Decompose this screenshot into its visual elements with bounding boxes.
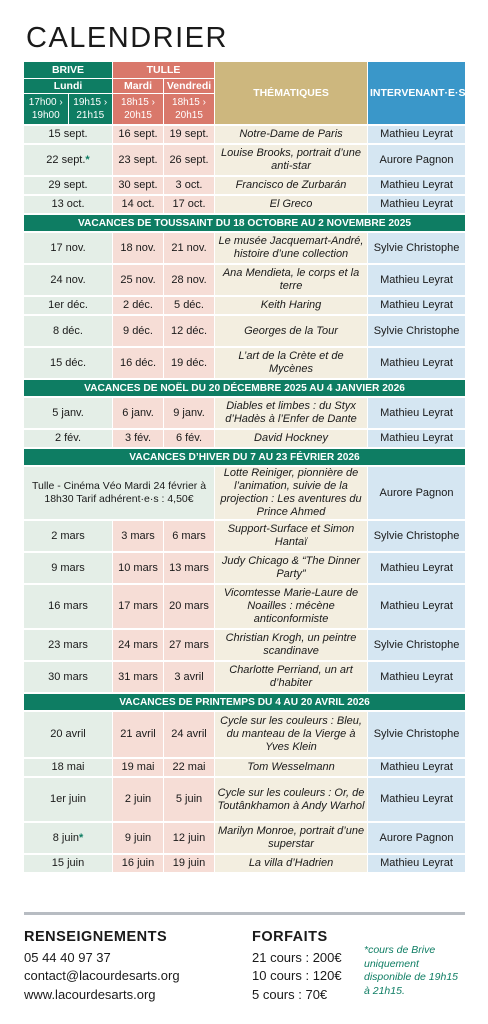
brive-date-cell (24, 175, 112, 194)
theme-cell: Cycle sur les couleurs : Or, de Toutânkhamon à Andy Warhol (214, 776, 367, 821)
mardi-date-cell: 25 nov. (112, 263, 163, 295)
mardi-date-cell: 24 mars (112, 628, 163, 660)
intervenant-cell: Mathieu Leyrat (367, 295, 465, 314)
mardi-date-cell: 31 mars (112, 660, 163, 692)
forfaits-heading: FORFAITS (252, 929, 328, 945)
page-title: CALENDRIER (26, 22, 228, 54)
vendredi-date-cell: 9 janv. (163, 396, 214, 428)
mardi-date-cell: 2 déc. (112, 295, 163, 314)
vacation-row (24, 213, 465, 231)
brive-date-cell (24, 314, 112, 346)
header-mardi: Mardi (112, 79, 163, 94)
brive-date-cell (24, 263, 112, 295)
brive-date-cell (24, 776, 112, 821)
brive-date: 9 mars (51, 561, 85, 574)
theme-cell: Keith Haring (214, 295, 367, 314)
footnote-star: * (79, 831, 84, 844)
brive-date: 15 juin (51, 857, 85, 869)
vendredi-date-cell: 20 mars (163, 583, 214, 628)
intervenant-cell: Mathieu Leyrat (367, 757, 465, 776)
header-brive-time-1: 17h00 › 19h00 (28, 97, 63, 121)
brive-date: 23 mars (48, 638, 88, 651)
vacation-row (24, 692, 465, 710)
phone-number: 05 44 40 97 37 (24, 949, 111, 965)
forfait-item: 10 cours : 120€ (252, 968, 342, 983)
forfaits-block (252, 928, 342, 1004)
intervenant-cell: Mathieu Leyrat (367, 776, 465, 821)
header-brive-times (24, 94, 112, 124)
brive-date-cell (24, 821, 112, 853)
vendredi-date-cell: 22 mai (163, 757, 214, 776)
theme-cell: Marilyn Monroe, portrait d’une superstar (214, 821, 367, 853)
table-row (24, 314, 465, 346)
header-vendredi-time: 18h15 › 20h15 (163, 94, 214, 124)
footnote-star: * (85, 153, 90, 166)
table-row (24, 628, 465, 660)
vacation-row (24, 447, 465, 465)
intervenant-cell: Sylvie Christophe (367, 628, 465, 660)
vendredi-date-cell: 13 mars (163, 551, 214, 583)
vacation-banner: VACANCES D’HIVER DU 7 AU 23 FÉVRIER 2026 (24, 447, 465, 465)
brive-date-cell (24, 519, 112, 551)
mardi-date-cell: 16 déc. (112, 346, 163, 378)
table-row (24, 660, 465, 692)
header-vendredi: Vendredi (163, 79, 214, 94)
table-row (24, 757, 465, 776)
vendredi-date-cell: 19 déc. (163, 346, 214, 378)
brive-date: 2 mars (51, 529, 85, 542)
theme-cell: Le musée Jacquemart-André, histoire d’une collection (214, 231, 367, 263)
website-link[interactable]: www.lacourdesarts.org (24, 986, 156, 1002)
forfait-item: 21 cours : 200€ (252, 949, 342, 965)
mardi-date-cell: 19 mai (112, 757, 163, 776)
vendredi-date-cell: 6 fév. (163, 428, 214, 447)
brive-date: 29 sept. (48, 179, 88, 191)
vendredi-date-cell: 12 déc. (163, 314, 214, 346)
brive-date: 13 oct. (51, 198, 85, 210)
table-row (24, 428, 465, 447)
theme-cell: Tom Wesselmann (214, 757, 367, 776)
brive-date-cell (24, 231, 112, 263)
vendredi-date-cell: 6 mars (163, 519, 214, 551)
brive-date: 15 sept. (48, 128, 88, 140)
brive-date: 1er juin (49, 793, 87, 805)
vacation-banner: VACANCES DE TOUSSAINT DU 18 OCTOBRE AU 2 NOVEMBRE 2025 (24, 213, 465, 231)
intervenant-cell: Mathieu Leyrat (367, 551, 465, 583)
table-row (24, 175, 465, 194)
header-lundi: Lundi (24, 79, 112, 94)
table-row (24, 231, 465, 263)
table-row (24, 396, 465, 428)
brive-date: 24 nov. (50, 273, 86, 286)
brive-date: 5 janv. (52, 406, 84, 419)
brive-date-cell (24, 346, 112, 378)
table-row (24, 194, 465, 213)
brive-date-cell (24, 428, 112, 447)
table-row (24, 551, 465, 583)
brive-date: 22 sept. (46, 153, 86, 166)
intervenant-cell: Mathieu Leyrat (367, 853, 465, 872)
brive-date-cell (24, 143, 112, 175)
email-link[interactable]: contact@lacourdesarts.org (24, 968, 180, 983)
table-row (24, 853, 465, 872)
intervenant-cell: Mathieu Leyrat (367, 263, 465, 295)
brive-date: 1er déc. (48, 299, 88, 311)
calendar-table (24, 62, 465, 872)
divider (24, 912, 465, 915)
vendredi-date-cell: 3 oct. (163, 175, 214, 194)
vacation-banner: VACANCES DE NOËL DU 20 DÉCEMBRE 2025 AU 4 JANVIER 2026 (24, 378, 465, 396)
theme-cell: Notre-Dame de Paris (214, 124, 367, 143)
mardi-date-cell: 6 janv. (112, 396, 163, 428)
mardi-date-cell: 16 sept. (112, 124, 163, 143)
table-row (24, 519, 465, 551)
vacation-banner: VACANCES DE PRINTEMPS DU 4 AU 20 AVRIL 2026 (24, 692, 465, 710)
theme-cell: Judy Chicago & “The Dinner Party” (214, 551, 367, 583)
forfait-item: 5 cours : 70€ (252, 986, 328, 1002)
table-row (24, 346, 465, 378)
intervenant-cell: Sylvie Christophe (367, 519, 465, 551)
intervenant-cell: Mathieu Leyrat (367, 583, 465, 628)
mardi-date-cell: 23 sept. (112, 143, 163, 175)
vendredi-date-cell: 21 nov. (163, 231, 214, 263)
brive-date-cell (24, 124, 112, 143)
mardi-date-cell: 17 mars (112, 583, 163, 628)
table-row (24, 776, 465, 821)
brive-date: 2 fév. (54, 432, 82, 444)
brive-date: 15 déc. (49, 356, 87, 369)
vacation-row (24, 378, 465, 396)
mardi-date-cell: 21 avril (112, 710, 163, 757)
table-row (24, 143, 465, 175)
vendredi-date-cell: 28 nov. (163, 263, 214, 295)
theme-cell: Cycle sur les couleurs : Bleu, du manteau de la Vierge à Yves Klein (214, 710, 367, 757)
brive-date: 17 nov. (50, 241, 86, 254)
theme-cell: Charlotte Perriand, un art d’habiter (214, 660, 367, 692)
intervenant-cell: Mathieu Leyrat (367, 124, 465, 143)
brive-date-cell (24, 396, 112, 428)
vendredi-date-cell: 26 sept. (163, 143, 214, 175)
header-thematiques: THÉMATIQUES (214, 62, 367, 124)
brive-date: 30 mars (48, 670, 88, 683)
table-row (24, 583, 465, 628)
brive-date-cell (24, 757, 112, 776)
vendredi-date-cell: 19 sept. (163, 124, 214, 143)
mardi-date-cell: 3 mars (112, 519, 163, 551)
special-event-cell: Tulle - Cinéma Véo Mardi 24 février à 18h30 Tarif adhérent·e·s : 4,50€ (24, 465, 214, 519)
vendredi-date-cell: 19 juin (163, 853, 214, 872)
header-intervenants: INTERVENANT·E·S (367, 62, 465, 124)
brive-date: 20 avril (50, 728, 86, 740)
header-brive-time-2: 19h15 › 21h15 (68, 94, 113, 124)
mardi-date-cell: 18 nov. (112, 231, 163, 263)
intervenant-cell: Mathieu Leyrat (367, 194, 465, 213)
mardi-date-cell: 14 oct. (112, 194, 163, 213)
theme-cell: David Hockney (214, 428, 367, 447)
brive-date: 18 mai (51, 761, 85, 773)
header-mardi-time: 18h15 › 20h15 (112, 94, 163, 124)
header-brive: BRIVE (24, 62, 112, 79)
renseignements-heading: RENSEIGNEMENTS (24, 929, 168, 945)
mardi-date-cell: 30 sept. (112, 175, 163, 194)
intervenant-cell: Aurore Pagnon (367, 465, 465, 519)
vendredi-date-cell: 27 mars (163, 628, 214, 660)
table-row (24, 124, 465, 143)
theme-cell: Louise Brooks, portrait d’une anti-star (214, 143, 367, 175)
theme-cell: L’art de la Crète et de Mycènes (214, 346, 367, 378)
mardi-date-cell: 9 juin (112, 821, 163, 853)
vendredi-date-cell: 24 avril (163, 710, 214, 757)
table-row (24, 821, 465, 853)
mardi-date-cell: 3 fév. (112, 428, 163, 447)
intervenant-cell: Mathieu Leyrat (367, 346, 465, 378)
vendredi-date-cell: 12 juin (163, 821, 214, 853)
intervenant-cell: Sylvie Christophe (367, 710, 465, 757)
vendredi-date-cell: 5 déc. (163, 295, 214, 314)
intervenant-cell: Aurore Pagnon (367, 143, 465, 175)
intervenant-cell: Mathieu Leyrat (367, 175, 465, 194)
brive-date-cell (24, 583, 112, 628)
brive-date-cell (24, 853, 112, 872)
brive-date: 8 juin (52, 831, 79, 844)
table-row (24, 263, 465, 295)
theme-cell: Support-Surface et Simon Hantaï (214, 519, 367, 551)
table-row (24, 295, 465, 314)
table-row (24, 710, 465, 757)
intervenant-cell: Sylvie Christophe (367, 231, 465, 263)
vendredi-date-cell: 3 avril (163, 660, 214, 692)
renseignements-block (24, 928, 180, 1004)
intervenant-cell: Mathieu Leyrat (367, 428, 465, 447)
vendredi-date-cell: 5 juin (163, 776, 214, 821)
theme-cell: Francisco de Zurbarán (214, 175, 367, 194)
mardi-date-cell: 9 déc. (112, 314, 163, 346)
mardi-date-cell: 16 juin (112, 853, 163, 872)
brive-date: 8 déc. (53, 324, 83, 337)
brive-date-cell (24, 628, 112, 660)
theme-cell: Diables et limbes : du Styx d’Hadès à l’Enfer de Dante (214, 396, 367, 428)
brive-date-cell (24, 710, 112, 757)
brive-date-cell (24, 194, 112, 213)
table-row (24, 465, 465, 519)
theme-cell: Christian Krogh, un peintre scandinave (214, 628, 367, 660)
brive-date-cell (24, 295, 112, 314)
mardi-date-cell: 10 mars (112, 551, 163, 583)
intervenant-cell: Mathieu Leyrat (367, 660, 465, 692)
mardi-date-cell: 2 juin (112, 776, 163, 821)
brive-date-cell (24, 660, 112, 692)
intervenant-cell: Aurore Pagnon (367, 821, 465, 853)
theme-cell: Ana Mendieta, le corps et la terre (214, 263, 367, 295)
theme-cell: Vicomtesse Marie-Laure de Noailles : mécène anticonformiste (214, 583, 367, 628)
vendredi-date-cell: 17 oct. (163, 194, 214, 213)
footnote: *cours de Brive uniquement disponible de 19h15 à 21h15. (364, 944, 458, 997)
header-tulle: TULLE (112, 62, 214, 79)
theme-cell: Georges de la Tour (214, 314, 367, 346)
theme-cell: El Greco (214, 194, 367, 213)
brive-date-cell (24, 551, 112, 583)
theme-cell: La villa d’Hadrien (214, 853, 367, 872)
brive-date: 16 mars (48, 600, 88, 612)
theme-cell: Lotte Reiniger, pionnière de l’animation, suivie de la projection : Les aventures du Prince Ahmed (214, 465, 367, 519)
intervenant-cell: Mathieu Leyrat (367, 396, 465, 428)
intervenant-cell: Sylvie Christophe (367, 314, 465, 346)
